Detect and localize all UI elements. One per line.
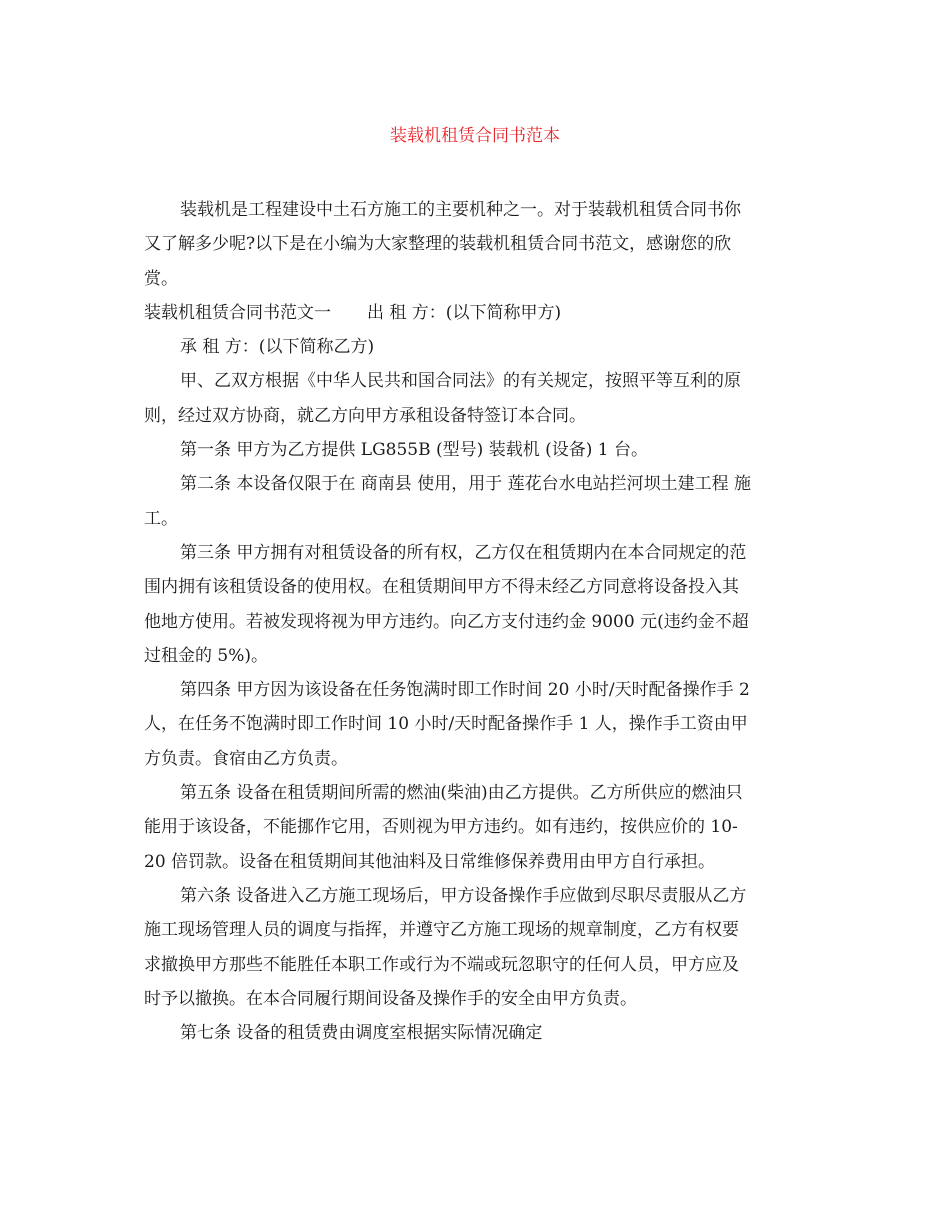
paragraph-line	[144, 810, 814, 844]
paragraph-line	[144, 330, 814, 364]
paragraph-line	[144, 1016, 814, 1050]
line-text: 第七条 设备的租赁费由调度室根据实际情况确定	[180, 1023, 543, 1044]
paragraph-line	[144, 776, 814, 810]
line-text: 第一条 甲方为乙方提供 LG855B (型号) 装载机 (设备) 1 台。	[180, 440, 648, 461]
line-text: 甲、乙双方根据《中华人民共和国合同法》的有关规定，按照平等互利的原	[180, 371, 741, 392]
paragraph-line	[144, 673, 814, 707]
line-text: 能用于该设备，不能挪作它用，否则视为甲方违约。如有违约，按供应价的 10-	[144, 817, 738, 838]
line-text: 求撤换甲方那些不能胜任本职工作或行为不端或玩忽职守的任何人员，甲方应及	[144, 954, 739, 975]
line-text: 过租金的 5%)。	[144, 645, 269, 666]
line-text: 则，经过双方协商，就乙方向甲方承租设备特签订本合同。	[144, 405, 586, 426]
paragraph-line	[144, 742, 814, 776]
paragraph-line	[144, 605, 814, 639]
line-text: 第三条 甲方拥有对租赁设备的所有权，乙方仅在租赁期内在本合同规定的范	[180, 542, 747, 563]
paragraph-line	[144, 707, 814, 741]
line-text: 装载机租赁合同书范文一	[144, 302, 331, 323]
paragraph-line	[144, 364, 814, 398]
line-text: 承 租 方：(以下简称乙方)	[180, 337, 375, 358]
document-body	[144, 193, 814, 1050]
document-title: 装载机租赁合同书范本	[390, 126, 560, 146]
paragraph-line	[144, 913, 814, 947]
line-text: 第二条 本设备仅限于在 商南县 使用，用于 莲花台水电站拦河坝土建工程 施	[180, 474, 752, 495]
line-text: 时予以撤换。在本合同履行期间设备及操作手的安全由甲方负责。	[144, 988, 637, 1009]
line-text-secondary: 出 租 方：(以下简称甲方)	[367, 302, 562, 323]
paragraph-line	[144, 639, 814, 673]
paragraph-line	[144, 227, 814, 261]
paragraph-line	[144, 845, 814, 879]
line-text: 人，在任务不饱满时即工作时间 10 小时/天时配备操作手 1 人，操作手工资由甲	[144, 714, 748, 735]
paragraph-line	[144, 570, 814, 604]
paragraph-line	[144, 467, 814, 501]
line-text: 施工现场管理人员的调度与指挥，并遵守乙方施工现场的规章制度，乙方有权要	[144, 920, 739, 941]
paragraph-line	[144, 982, 814, 1016]
line-text: 他地方使用。若被发现将视为甲方违约。向乙方支付违约金 9000 元(违约金不超	[144, 611, 749, 632]
line-text: 第六条 设备进入乙方施工现场后，甲方设备操作手应做到尽职尽责服从乙方	[180, 885, 747, 906]
line-text: 围内拥有该租赁设备的使用权。在租赁期间甲方不得未经乙方同意将设备投入其	[144, 577, 739, 598]
paragraph-line	[144, 193, 814, 227]
paragraph-line	[144, 296, 814, 330]
line-text: 20 倍罚款。设备在租赁期间其他油料及日常维修保养费用由甲方自行承担。	[144, 851, 716, 872]
line-text: 第四条 甲方因为该设备在任务饱满时即工作时间 20 小时/天时配备操作手 2	[180, 680, 750, 701]
line-text: 第五条 设备在租赁期间所需的燃油(柴油)由乙方提供。乙方所供应的燃油只	[180, 783, 743, 804]
paragraph-line	[144, 879, 814, 913]
line-text: 又了解多少呢?以下是在小编为大家整理的装载机租赁合同书范文，感谢您的欣	[144, 234, 732, 255]
paragraph-line	[144, 433, 814, 467]
paragraph-line	[144, 948, 814, 982]
line-text: 装载机是工程建设中土石方施工的主要机种之一。对于装载机租赁合同书你	[180, 200, 741, 220]
paragraph-line	[144, 262, 814, 296]
line-text: 工。	[144, 508, 178, 529]
paragraph-line	[144, 536, 814, 570]
paragraph-line	[144, 399, 814, 433]
line-text: 方负责。食宿由乙方负责。	[144, 748, 348, 769]
line-text: 赏。	[144, 268, 178, 289]
paragraph-line	[144, 502, 814, 536]
